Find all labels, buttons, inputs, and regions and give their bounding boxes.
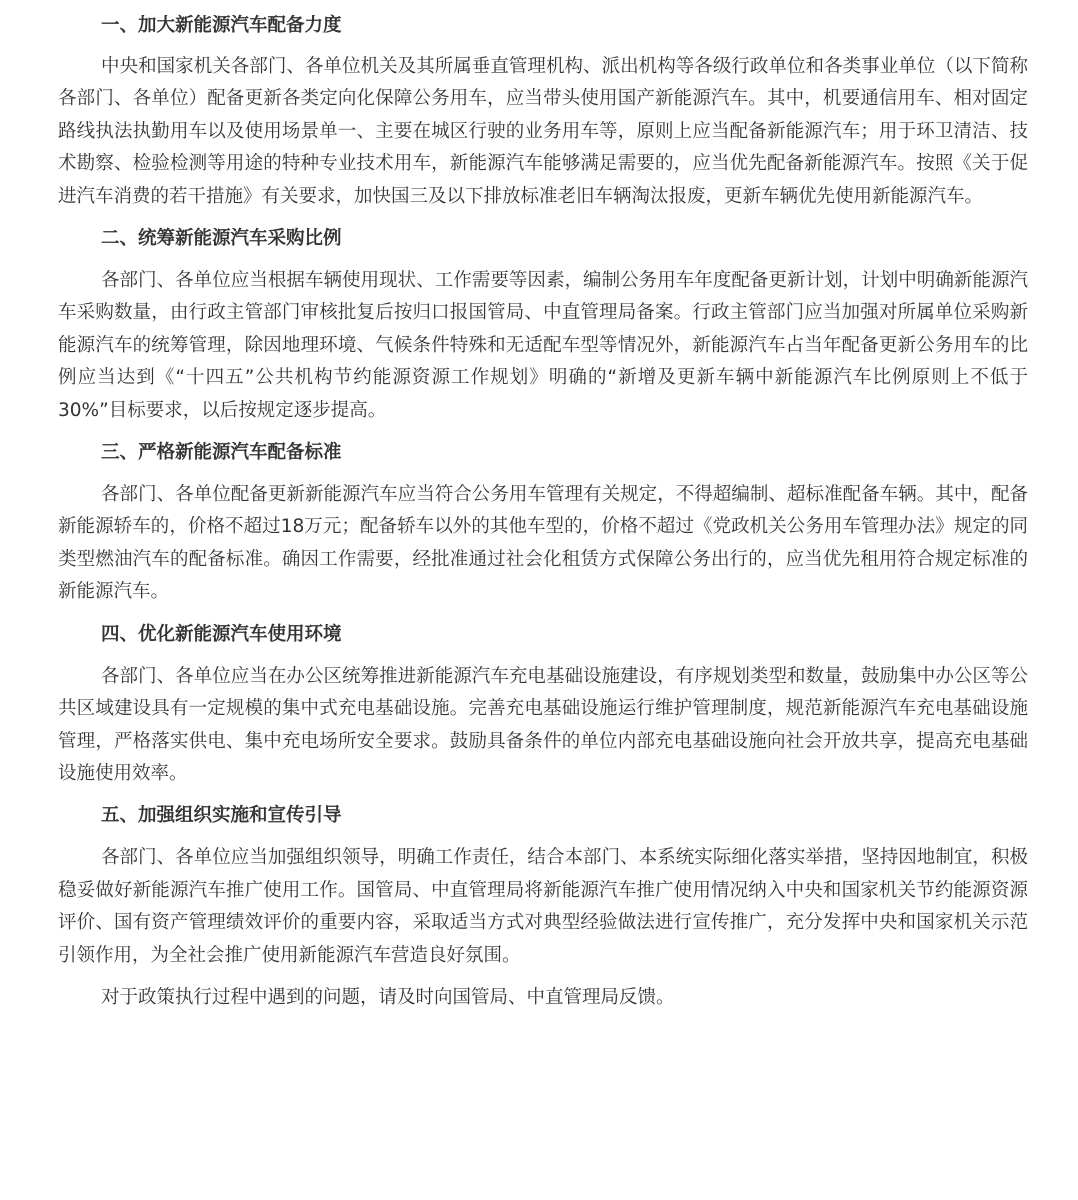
section-3 bbox=[58, 437, 1028, 609]
section-heading: 一、加大新能源汽车配备力度 bbox=[101, 15, 342, 36]
section-paragraph: 各部门、各单位应当加强组织领导，明确工作责任，结合本部门、本系统实际细化落实举措，坚持因地制宜，积极稳妥做好新能源汽车推广使用工作。国管局、中直管理局将新能源汽车推广使用情况纳入中央和国家机关节约能源资源评价、国有资产管理绩效评价的重要内容，采取适当方式对典型经验做法进行宣传推广，充分发挥中央和国家机关示范引领作用，为全社会推广使用新能源汽车营造良好氛围。 bbox=[58, 847, 1028, 966]
section-5 bbox=[58, 800, 1028, 972]
section-4 bbox=[58, 619, 1028, 791]
section-paragraph: 各部门、各单位应当根据车辆使用现状、工作需要等因素，编制公务用车年度配备更新计划，计划中明确新能源汽车采购数量，由行政主管部门审核批复后按归口报国管局、中直管理局备案。行政主管部门应当加强对所属单位采购新能源汽车的统筹管理，除因地理环境、气候条件特殊和无适配车型等情况外，新能源汽车占当年配备更新公务用车的比例应当达到《“十四五”公共机构节约能源资源工作规划》明确的“新增及更新车辆中新能源汽车比例原则上不低于30%”目标要求，以后按规定逐步提高。 bbox=[58, 270, 1028, 421]
section-1 bbox=[58, 10, 1028, 213]
closing-paragraph: 对于政策执行过程中遇到的问题，请及时向国管局、中直管理局反馈。 bbox=[101, 986, 675, 1008]
section-paragraph: 中央和国家机关各部门、各单位机关及其所属垂直管理机构、派出机构等各级行政单位和各类事业单位（以下简称各部门、各单位）配备更新各类定向化保障公务用车，应当带头使用国产新能源汽车。其中，机要通信用车、相对固定路线执法执勤用车以及使用场景单一、主要在城区行驶的业务用车等，原则上应当配备新能源汽车；用于环卫清洁、技术勘察、检验检测等用途的特种专业技术用车，新能源汽车能够满足需要的，应当优先配备新能源汽车。按照《关于促进汽车消费的若干措施》有关要求，加快国三及以下排放标准老旧车辆淘汰报废，更新车辆优先使用新能源汽车。 bbox=[58, 56, 1028, 207]
section-heading: 五、加强组织实施和宣传引导 bbox=[101, 805, 342, 827]
section-2 bbox=[58, 223, 1028, 427]
section-paragraph: 各部门、各单位应当在办公区统筹推进新能源汽车充电基础设施建设，有序规划类型和数量，鼓励集中办公区等公共区域建设具有一定规模的集中式充电基础设施。完善充电基础设施运行维护管理制度，规范新能源汽车充电基础设施管理，严格落实供电、集中充电场所安全要求。鼓励具备条件的单位内部充电基础设施向社会开放共享，提高充电基础设施使用效率。 bbox=[58, 665, 1028, 784]
section-heading: 三、严格新能源汽车配备标准 bbox=[101, 442, 342, 464]
section-heading: 二、统筹新能源汽车采购比例 bbox=[101, 228, 342, 250]
section-paragraph: 各部门、各单位配备更新新能源汽车应当符合公务用车管理有关规定，不得超编制、超标准配备车辆。其中，配备新能源轿车的，价格不超过18万元；配备轿车以外的其他车型的，价格不超过《党政机关公务用车管理办法》规定的同类型燃油汽车的配备标准。确因工作需要，经批准通过社会化租赁方式保障公务出行的，应当优先租用符合规定标准的新能源汽车。 bbox=[58, 484, 1028, 603]
section-heading: 四、优化新能源汽车使用环境 bbox=[101, 623, 342, 645]
